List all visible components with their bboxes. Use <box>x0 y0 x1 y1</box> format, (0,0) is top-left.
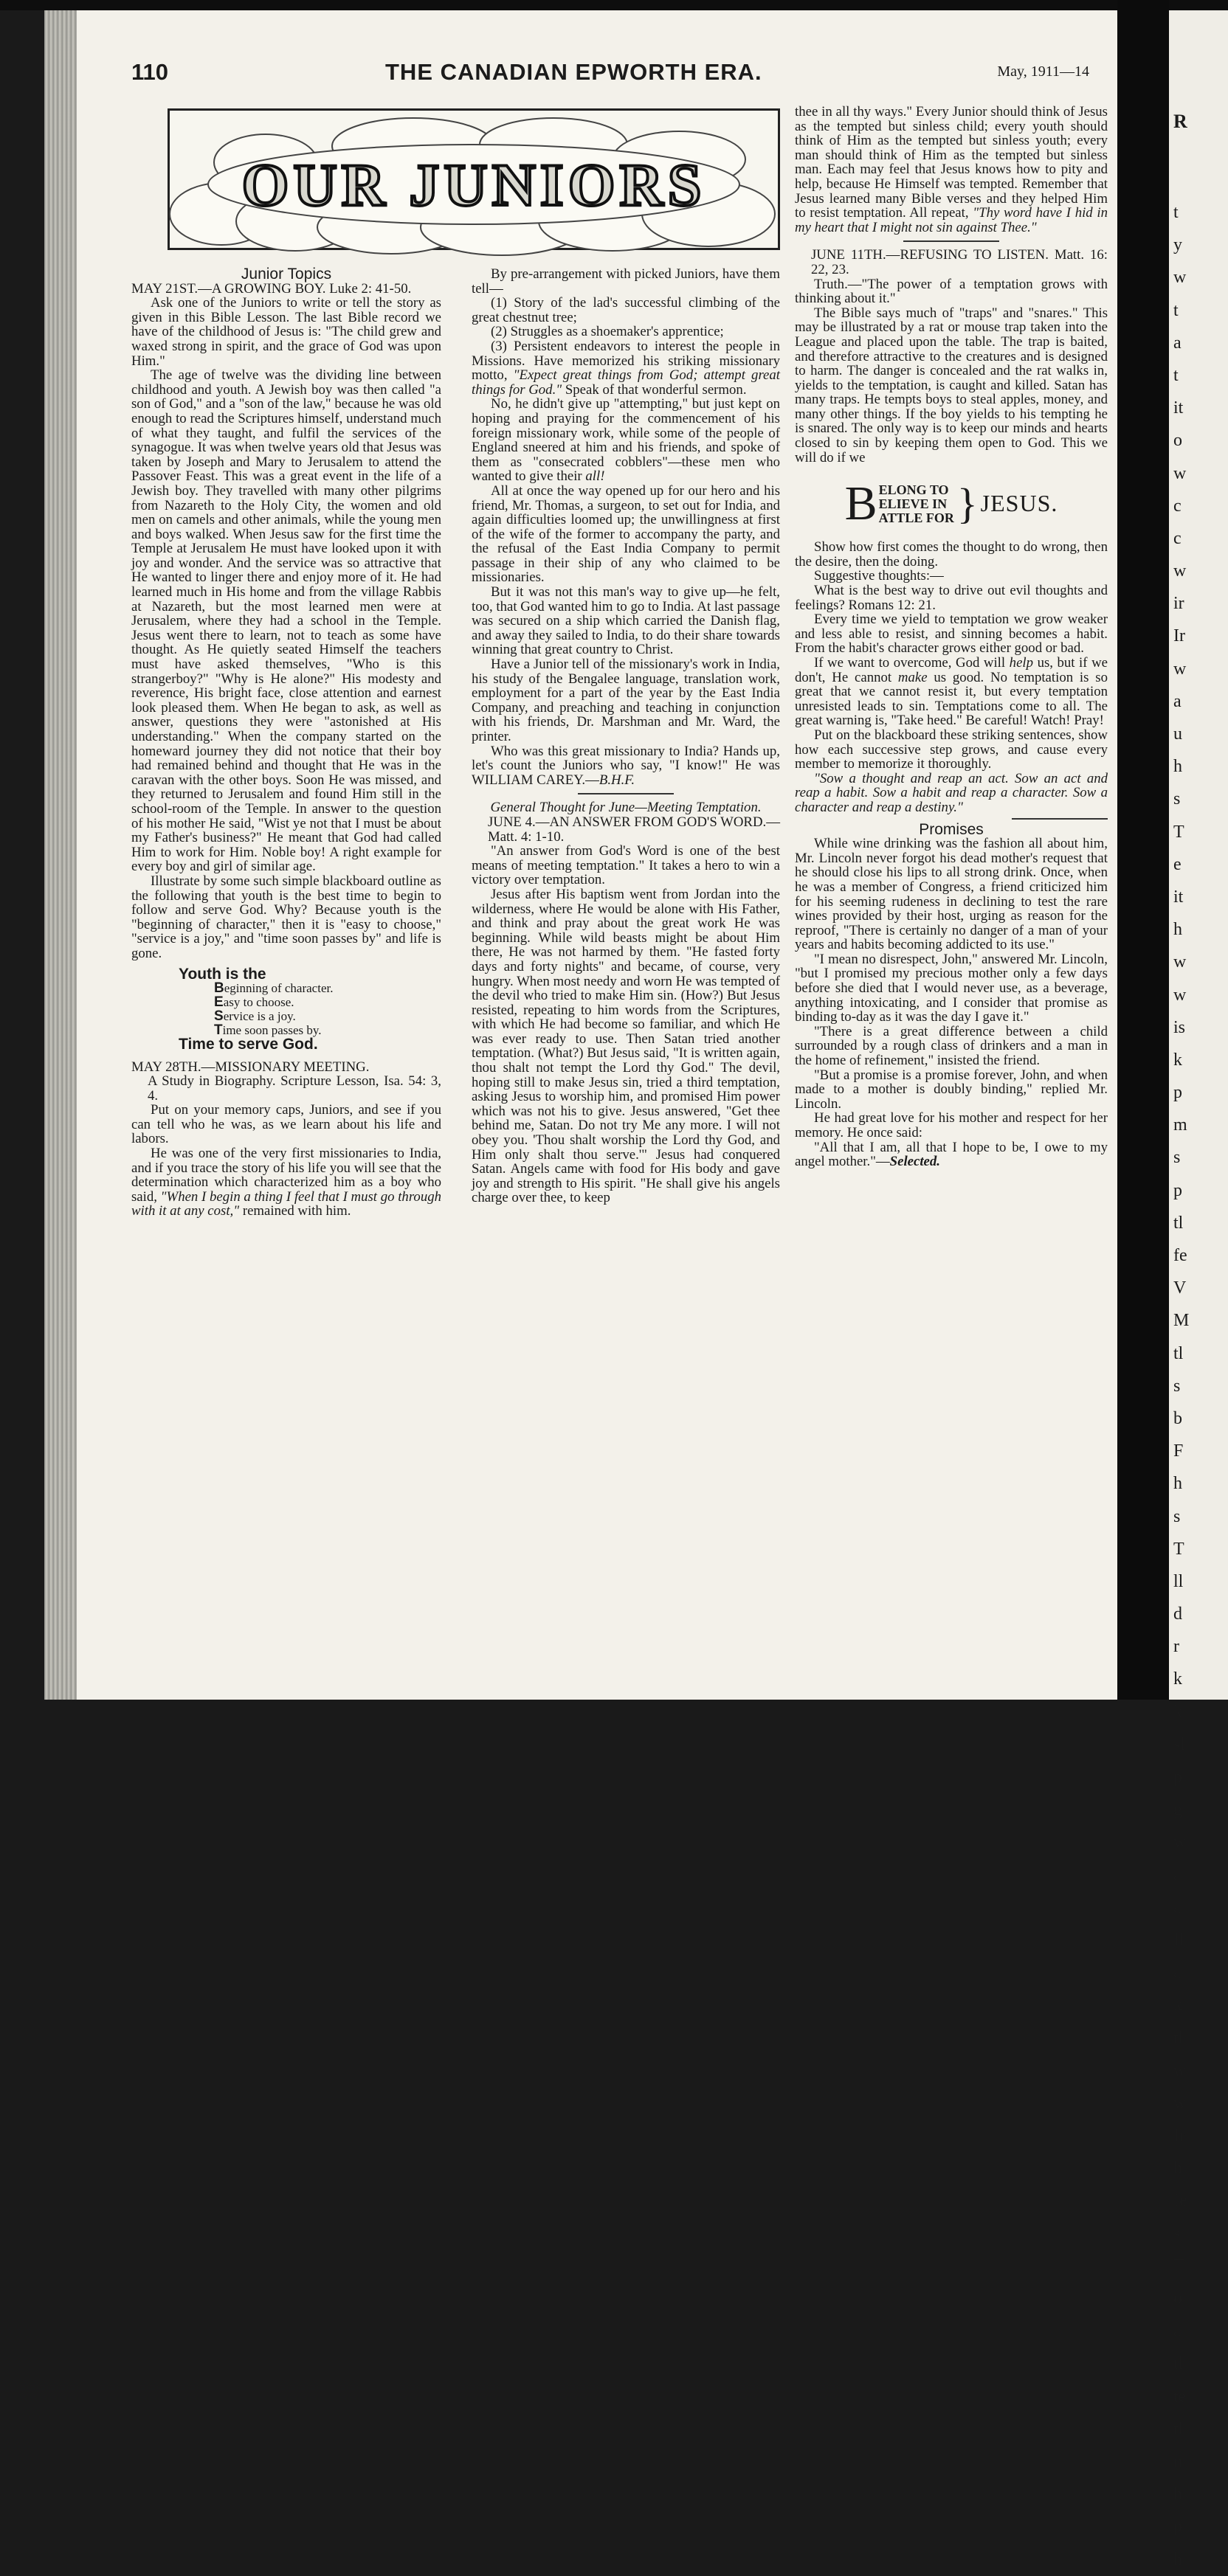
brace-icon: } <box>956 479 978 528</box>
paragraph: By pre-arrangement with picked Juniors, have them tell— <box>472 266 780 297</box>
next-page-letter: k <box>1173 1702 1182 1722</box>
next-page-letter: t <box>1173 203 1179 222</box>
topic-june-4: JUNE 4.—AN ANSWER FROM GOD'S WORD.—Matt. 4: 1-10. <box>488 814 780 845</box>
next-page-letter: T <box>1173 2256 1184 2276</box>
signature: Selected. <box>889 1154 940 1170</box>
paragraph: He was one of the very first missionaries to India, and if you trace the story of his life you will see that the determination which characterized him as a boy who said, "When I begin a thing I feel that I must go through with it at any cost," remained with him. <box>131 1146 441 1219</box>
next-page-letter: s <box>1173 789 1181 809</box>
next-page-letter: n <box>1173 2451 1182 2471</box>
next-page-letter: w <box>1173 985 1187 1005</box>
paragraph: Who was this great missionary to India? Hands up, let's count the Juniors who say, "I know!" He was WILLIAM CAREY.—B.H.F. <box>472 743 780 788</box>
next-page-letter: is <box>1173 1017 1186 1037</box>
paragraph: Have a Junior tell of the missionary's work in India, his study of the Bengalee language, translation work, employment for a part of the year by the East India Company, and preaching and teaching in conjunction with his friends, Dr. Marshman and Mr. Ward, the printer. <box>472 657 780 744</box>
paragraph: The Bible says much of "traps" and "snares." This may be illustrated by a rat or mouse trap taken into the League and placed upon the table. The trap is baited, and therefore attractive to the creatures and is designed to harm. The danger is concealed and the rat walks in, yields to the temptation, is caught and killed. Satan has many traps. He tempts boys to steal apples, money, and many other things. If the boy yields to his tempting he is snared. The only way is to keep our minds and hearts closed to sin by keeping them open to God. This we will do if we <box>795 305 1108 465</box>
paragraph: Jesus after His baptism went from Jordan into the wilderness, where He would be alone with His Father, and think and pray about the great work He was beginning. While wild beasts might be about Him there, He was not harmed by them. "He fasted forty days and forty nights" and became, of course, very hungry. When most needy and worn He was tempted of the devil who tried to make Him sin. (How?) But Jesus resisted, repeating to him words from the Scriptures, with which He had become so familiar, and which He was ever ready to use. Then Satan tried another temptation. (What?) But Jesus said, "It is written again, thou shalt not tempt the Lord thy God." The devil, hoping still to make Jesus sin, tried a third temptation, asking Jesus to worship him, and promised Him power which was not his to give. Jesus answered, "Get thee behind me, Satan. Do not try Me any more. I will not obey you. 'Thou shalt worship the Lord thy God, and Him only shalt thou serve.'" Jesus had conquered Satan. Angels came with food for His body and gave joy and strength to His spirit. "He shall give his angels charge over thee, to keep <box>472 886 780 1206</box>
scan-top-edge <box>0 0 1228 10</box>
ble-words: ELONG TO ELIEVE IN ATTLE FOR <box>878 482 954 525</box>
next-page-letter: tl <box>1173 1213 1184 1233</box>
next-page-letter: a <box>1173 1963 1182 1983</box>
topic-date: MAY 28TH. <box>131 1059 201 1075</box>
next-page-letter: p <box>1173 1083 1182 1103</box>
banner-title: OUR JUNIORS <box>241 151 706 218</box>
next-page-letter: k <box>1173 1995 1182 2015</box>
memory-verse: "Thy word have I hid in my heart that I might not sin against Thee." <box>795 205 1108 235</box>
paragraph: While wine drinking was the fashion all about him, Mr. Lincoln never forgot his dead mother's request that he should close his lips to all strong drink. Once, when he was a member of Congress, a friend criticized him for his seeming rudeness in declining to test the rare wines provided by their host, urging as reason for the reproof, "There is certainly no danger of a man of your years and habits becoming addicted to its use." <box>795 836 1108 953</box>
next-page-letter: Ir <box>1173 626 1185 646</box>
book-spine <box>1117 0 1169 1700</box>
next-page-letter: T <box>1173 1539 1184 1559</box>
next-page-letter: w <box>1173 268 1187 288</box>
paragraph: If we want to overcome, God will help us, but if we don't, He cannot make us good. No temptation is so great that we cannot resist it, but every temptation unresisted leads to sin. Temptations come to all. The great warning is, "Take heed." Be careful! Watch! Pray! <box>795 655 1108 729</box>
next-page-letter: M <box>1173 1311 1190 1331</box>
next-page-letter: w <box>1173 659 1187 679</box>
next-page-letter: o <box>1173 431 1182 451</box>
next-page-letter: w <box>1173 2093 1187 2113</box>
next-page-letter: h <box>1173 757 1182 777</box>
banner-art <box>170 111 778 248</box>
paragraph: All at once the way opened up for our hero and his friend, Mr. Thomas, a surgeon, to set out for India, and again difficulties loomed up; the unwillingness at first of the wife of the former to accompany the party, and the refusal of the East India Company to permit passage in their ship of any who claimed to be missionaries. <box>472 482 780 586</box>
next-page-letter: p <box>1173 1180 1182 1200</box>
next-page-letter: te <box>1173 2386 1187 2406</box>
next-page-letter: w <box>1173 463 1187 483</box>
next-page-letter: c <box>1173 496 1182 516</box>
next-page-letter: u <box>1173 724 1182 744</box>
paragraph: Ask one of the Juniors to write or tell the story as given in this Bible Lesson. The last Bible record we have of the childhood of Jesus is: "The child grew and waxed strong in spirit, and the grace of God was upon Him." <box>131 295 441 369</box>
paragraph: "There is a great difference between a child surrounded by a rough class of drinkers and a man in the home of refinement," insisted the friend. <box>795 1023 1108 1069</box>
publication-title: THE CANADIAN EPWORTH ERA. <box>385 59 762 85</box>
junior-topics-title: Junior Topics <box>241 266 332 283</box>
youth-acrostic <box>179 967 441 1051</box>
next-page-letter: w <box>1173 2060 1187 2080</box>
next-page-letter: y <box>1173 235 1182 255</box>
general-thought: General Thought for June—Meeting Temptation. <box>490 800 762 816</box>
next-page-letter: F <box>1173 1441 1184 1461</box>
next-page-letter: tl <box>1173 2028 1184 2048</box>
paragraph: No, he didn't give up "attempting," but just kept on hoping and praying for the commencement of his foreign missionary work, while some of the people of England sneered at him and his friends, and spoke of them as "consecrated cobblers"—these men who wanted to give their all! <box>472 396 780 485</box>
next-page-letter: d <box>1173 1604 1182 1624</box>
next-page-letter: T <box>1173 822 1184 842</box>
paragraph: "An answer from God's Word is one of the best means of meeting temptation." It takes a hero to win a victory over temptation. <box>472 843 780 888</box>
belong-believe-battle-graphic <box>795 477 1108 531</box>
next-page-letter: ll <box>1173 1571 1184 1591</box>
next-page-letter: Ir <box>1173 2126 1185 2146</box>
paragraph: Every time we yield to temptation we grow weaker and less able to resist, and sinning becomes a habit. From the habit's character grows either good or bad. <box>795 612 1108 657</box>
paragraph: Illustrate by some such simple blackboard outline as the following that youth is the best time to begin to follow and serve God. Why? Because youth is the "beginning of character," then it is "easy to choose," "service is a joy," and "time soon passes by" and life is gone. <box>131 873 441 961</box>
next-page-letter: k <box>1173 1050 1182 1070</box>
paragraph: Put on your memory caps, Juniors, and see if you can tell who he was, as we learn about his life and labors. <box>131 1102 441 1147</box>
next-page-letter: t <box>1173 365 1179 385</box>
acrostic-line: Time soon passes by. <box>214 1022 322 1038</box>
our-juniors-banner <box>168 108 780 250</box>
next-page-letter: tl <box>1173 2419 1184 2439</box>
topic-title: —MISSIONARY MEETING. <box>201 1059 370 1075</box>
next-page-letter: p <box>1173 2517 1182 2537</box>
next-page-letter: tl <box>1173 1343 1184 1363</box>
topic-date: MAY 21ST. <box>131 280 199 297</box>
topic-june-11: JUNE 11TH.—REFUSING TO LISTEN. Matt. 16: 22, 23. <box>811 247 1108 277</box>
next-page-letter: k <box>1173 1669 1182 1689</box>
acrostic-tail: Time to serve God. <box>179 1035 318 1053</box>
paragraph: The age of twelve was the dividing line between childhood and youth. A Jewish boy was then called "a son of God," and a "son of the law," because he was old enough to read the Scriptures himself, understand much of what they taught, and fulfil the services of the synagogue. It was when twelve years old that Jesus was taken by Joseph and Mary to Jerusalem to attend the Passover Feast. This was a great event in the life of a Jewish boy. They travelled with many other pilgrims from Nazareth to the Holy City, the women and old men on camels and other animals, while the young men and boys walked. When Jesus saw for the first time the Temple at Jerusalem He must have looked upon it with joy and wonder. And the service was so attractive that He wanted to linger there and enjoy more of it. He had learned much in His home and from the village Rabbis at Nazareth, but the most learned men were at Jerusalem, where they had a school in the Temple. Jesus went there to learn, not to teach as some have thought. As He quietly seated Himself the teachers must have asked themselves, "Who is this strangerboy?" "Why is He alone?" His modesty and reverence, His bright face, close attention and earnest look pleased them. When He began to ask, as well as answer, questions they were "astonished at His understanding." When the company started on the homeward journey they did not notice that their boy had remained behind and thought that He was in the caravan with the other boys. Soon He was missed, and they returned to Jerusalem and found Him still in the school-room of the Temple. In answer to the question of his mother He said, "Wist ye not that I must be about my Father's business?" He meant that God had called Him to work for Him. Noble boy! A right example for every boy and girl of similar age. <box>131 367 441 875</box>
acrostic-line: Easy to choose. <box>214 994 294 1010</box>
paragraph: "I mean no disrespect, John," answered Mr. Lincoln, "but I promised my precious mother only a few days before she died that I would never use, as a beverage, anything intoxicating, and I consider that promise as binding to-day as it was the day I gave it." <box>795 951 1108 1025</box>
next-page-letter: c <box>1173 528 1182 548</box>
next-page-letter: o <box>1173 2289 1182 2308</box>
next-page-letter: w <box>1173 952 1187 972</box>
next-page-letter: r <box>1173 1637 1179 1657</box>
next-page-letter: s <box>1173 1148 1181 1168</box>
paragraph: Put on the blackboard these striking sentences, show how each successive step grows, and cause every member to memorize it thoroughly. <box>795 727 1108 772</box>
next-page-letter: fe <box>1173 2191 1187 2211</box>
column-1 <box>131 267 441 1219</box>
missionary-motto: "Expect great things from God; attempt great things for God." <box>472 367 780 398</box>
next-page-letter: it <box>1173 398 1184 418</box>
page-header <box>131 59 1089 89</box>
next-page-letter: a <box>1173 333 1182 353</box>
paragraph: Truth.—"The power of a temptation grows with thinking about it." <box>795 276 1108 307</box>
page-binding-edge <box>44 10 77 1700</box>
divider <box>1012 818 1108 820</box>
next-page-letter: h <box>1173 2158 1182 2178</box>
next-page-letter: h <box>1173 2549 1182 2569</box>
next-page-letter: fe <box>1173 1246 1187 1265</box>
topic-may-28 <box>131 1060 441 1104</box>
acrostic-head: Youth is the <box>179 965 266 983</box>
next-page-letter: s <box>1173 1376 1181 1396</box>
next-page-letter: h <box>1173 2485 1182 2504</box>
signature: B.H.F. <box>599 772 635 788</box>
next-page-letter: a <box>1173 691 1182 711</box>
paragraph: "But a promise is a promise forever, John, and when made to a mother is doubly binding," replied Mr. Lincoln. <box>795 1067 1108 1112</box>
topic-may-21 <box>131 282 441 297</box>
sow-a-thought-quote: "Sow a thought and reap an act. Sow an act and reap a habit. Sow a habit and reap a character. Sow a character and reap a destiny." <box>795 770 1108 815</box>
page-number: 110 <box>131 59 169 85</box>
next-page-letter: s <box>1173 1506 1181 1526</box>
paragraph: What is the best way to drive out evil thoughts and feelings? Romans 12: 21. <box>795 583 1108 613</box>
promises-title: Promises <box>919 820 984 838</box>
paragraph: He had great love for his mother and respect for her memory. He once said: <box>795 1110 1108 1140</box>
next-page-letter: p <box>1173 1767 1182 1787</box>
next-page-letter: it <box>1173 887 1184 907</box>
acrostic-line: Beginning of character. <box>214 980 334 996</box>
paragraph: "All that I am, all that I hope to be, I owe to my angel mother."—Selected. <box>795 1139 1108 1170</box>
paragraph: Show how first comes the thought to do wrong, then the desire, then the doing. <box>795 539 1108 569</box>
next-page-letter: h <box>1173 1474 1182 1494</box>
next-page-letter: e <box>1173 854 1182 874</box>
next-page-letter: s <box>1173 2223 1181 2243</box>
next-page-letter: a <box>1173 1897 1182 1917</box>
paragraph: (3) Persistent endeavors to interest the people in Missions. Have memorized his striking missionary motto, "Expect great things from God; attempt great things for God." Speak of that wonderful sermon. <box>472 338 780 398</box>
next-page-letter: a <box>1173 2321 1182 2341</box>
next-page-letters <box>1169 196 1189 2576</box>
next-page-letter: w <box>1173 1832 1187 1852</box>
next-page-edge <box>1169 10 1228 2569</box>
next-page-letter: b <box>1173 1408 1182 1428</box>
paragraph: (1) Story of the lad's successful climbing of the great chestnut tree; <box>472 295 780 325</box>
next-page-letter: t <box>1173 300 1179 320</box>
divider <box>578 793 674 794</box>
next-page-letter: a <box>1173 1865 1182 1885</box>
issue-date: May, 1911—14 <box>997 63 1089 80</box>
next-page-letter: h <box>1173 920 1182 940</box>
paragraph: thee in all thy ways." Every Junior should think of Jesus as the tempted but sinless child; every youth should think of Him as the tempted but sinless youth; every man should think of Him as the tempted but sinless man. Each may feel that Jesus knows how to pity and help, because He Himself was tempted. Remember that Jesus learned many Bible verses and they helped Him to resist temptation. All repeat, "Thy word have I hid in my heart that I might not sin against Thee." <box>795 104 1108 235</box>
next-page-letter: Il <box>1173 1930 1184 1950</box>
next-page-letter: w <box>1173 561 1187 581</box>
next-page-letter: ir <box>1173 594 1184 614</box>
ble-jesus: JESUS. <box>980 490 1058 517</box>
next-page-letter: tl <box>1173 2354 1184 2374</box>
next-page-head: R <box>1173 111 1187 132</box>
acrostic-line: Service is a joy. <box>214 1008 296 1024</box>
next-page-letter: sl <box>1173 1734 1186 1754</box>
column-3 <box>795 105 1108 1169</box>
paragraph: But it was not this man's way to give up—he felt, too, that God wanted him to go to India. At last passage was secured on a ship which carried the Danish flag, and away they sailed to India, to do their share towards winning that great country to Christ. <box>472 584 780 658</box>
topic-title: —A GROWING BOY. Luke 2: 41-50. <box>198 280 412 297</box>
paragraph: (2) Struggles as a shoemaker's apprentice; <box>491 324 724 340</box>
next-page-letter: V <box>1173 1278 1187 1298</box>
next-page-letter: m <box>1173 1115 1187 1135</box>
paragraph: Suggestive thoughts:— <box>814 568 944 584</box>
next-page-letter: g <box>1173 1800 1182 1820</box>
carey-quote: "When I begin a thing I feel that I must go through with it at any cost," <box>131 1188 441 1219</box>
ble-big-letter: B <box>844 477 877 531</box>
divider <box>903 240 999 242</box>
topic-subtitle: A Study in Biography. Scripture Lesson, Isa. 54: 3, 4. <box>148 1073 441 1104</box>
column-2 <box>472 267 780 1205</box>
